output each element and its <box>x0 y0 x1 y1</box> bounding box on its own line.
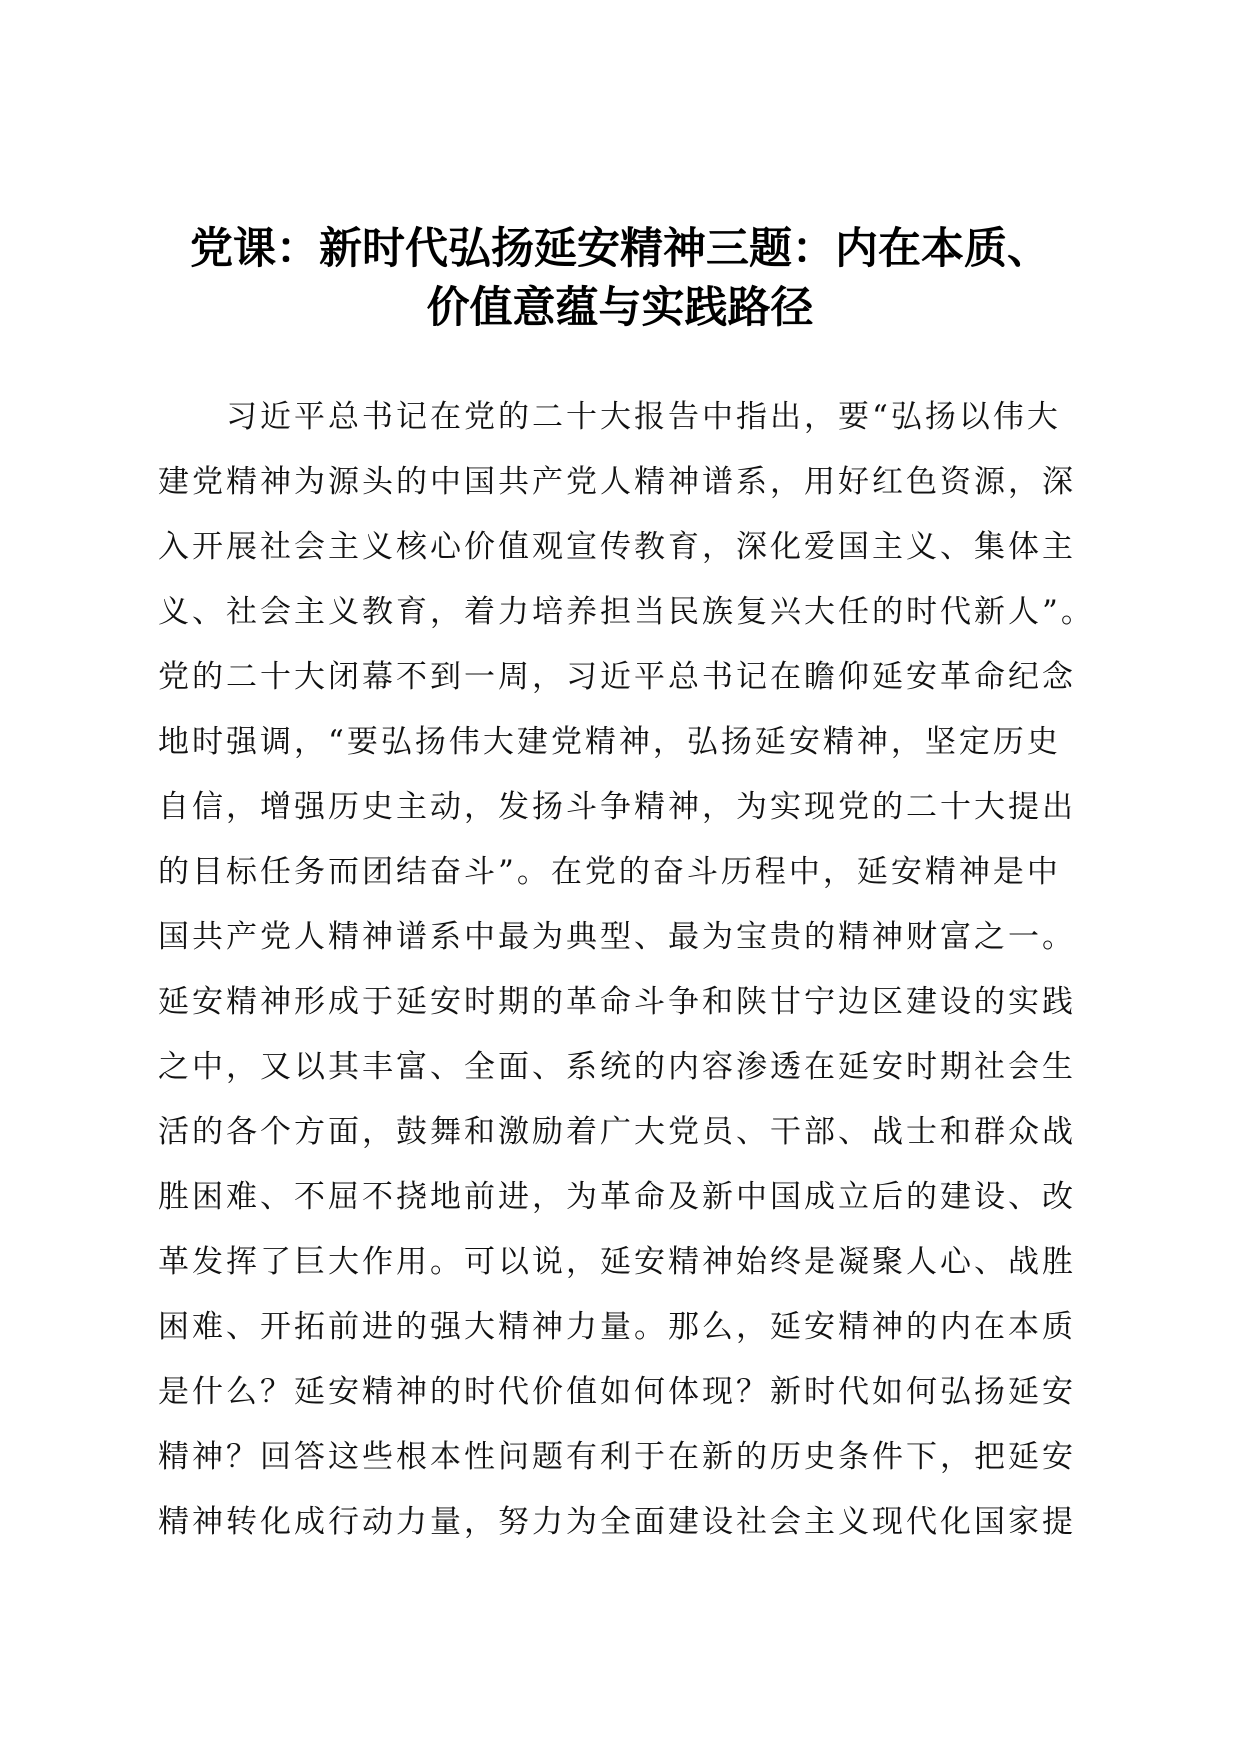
body-line-16: 是什么？延安精神的时代价值如何体现？新时代如何弘扬延安 <box>158 1374 1076 1410</box>
title-line-1: 党课：新时代弘扬延安精神三题：内在本质、 <box>190 224 1050 274</box>
body-line-10: 延安精神形成于延安时期的革命斗争和陕甘宁边区建设的实践 <box>158 984 1076 1020</box>
body-line-1: 习近平总书记在党的二十大报告中指出，要“弘扬以伟大 <box>158 399 1061 435</box>
body-line-17: 精神？回答这些根本性问题有利于在新的历史条件下，把延安 <box>158 1439 1076 1475</box>
document-title <box>150 220 1090 338</box>
body-line-4: 义、社会主义教育，着力培养担当民族复兴大任的时代新人”。 <box>158 594 1095 630</box>
body-line-12: 活的各个方面，鼓舞和激励着广大党员、干部、战士和群众战 <box>158 1114 1076 1150</box>
body-line-7: 自信，增强历史主动，发扬斗争精神，为实现党的二十大提出 <box>158 789 1076 825</box>
body-line-9: 国共产党人精神谱系中最为典型、最为宝贵的精神财富之一。 <box>158 919 1076 955</box>
body-line-2: 建党精神为源头的中国共产党人精神谱系，用好红色资源，深 <box>158 464 1076 500</box>
body-line-18: 精神转化成行动力量，努力为全面建设社会主义现代化国家提 <box>158 1504 1076 1540</box>
body-line-8: 的目标任务而团结奋斗”。在党的奋斗历程中，延安精神是中 <box>158 854 1061 890</box>
body-line-14: 革发挥了巨大作用。可以说，延安精神始终是凝聚人心、战胜 <box>158 1244 1076 1280</box>
body-line-15: 困难、开拓前进的强大精神力量。那么，延安精神的内在本质 <box>158 1309 1076 1345</box>
body-line-13: 胜困难、不屈不挠地前进，为革命及新中国成立后的建设、改 <box>158 1179 1076 1215</box>
body-line-11: 之中，又以其丰富、全面、系统的内容渗透在延安时期社会生 <box>158 1049 1076 1085</box>
body-line-6: 地时强调，“要弘扬伟大建党精神，弘扬延安精神，坚定历史 <box>158 724 1061 760</box>
document-body <box>158 385 1095 1555</box>
body-line-5: 党的二十大闭幕不到一周，习近平总书记在瞻仰延安革命纪念 <box>158 659 1076 695</box>
title-line-2: 价值意蕴与实践路径 <box>426 283 814 333</box>
body-line-3: 入开展社会主义核心价值观宣传教育，深化爱国主义、集体主 <box>158 529 1076 565</box>
